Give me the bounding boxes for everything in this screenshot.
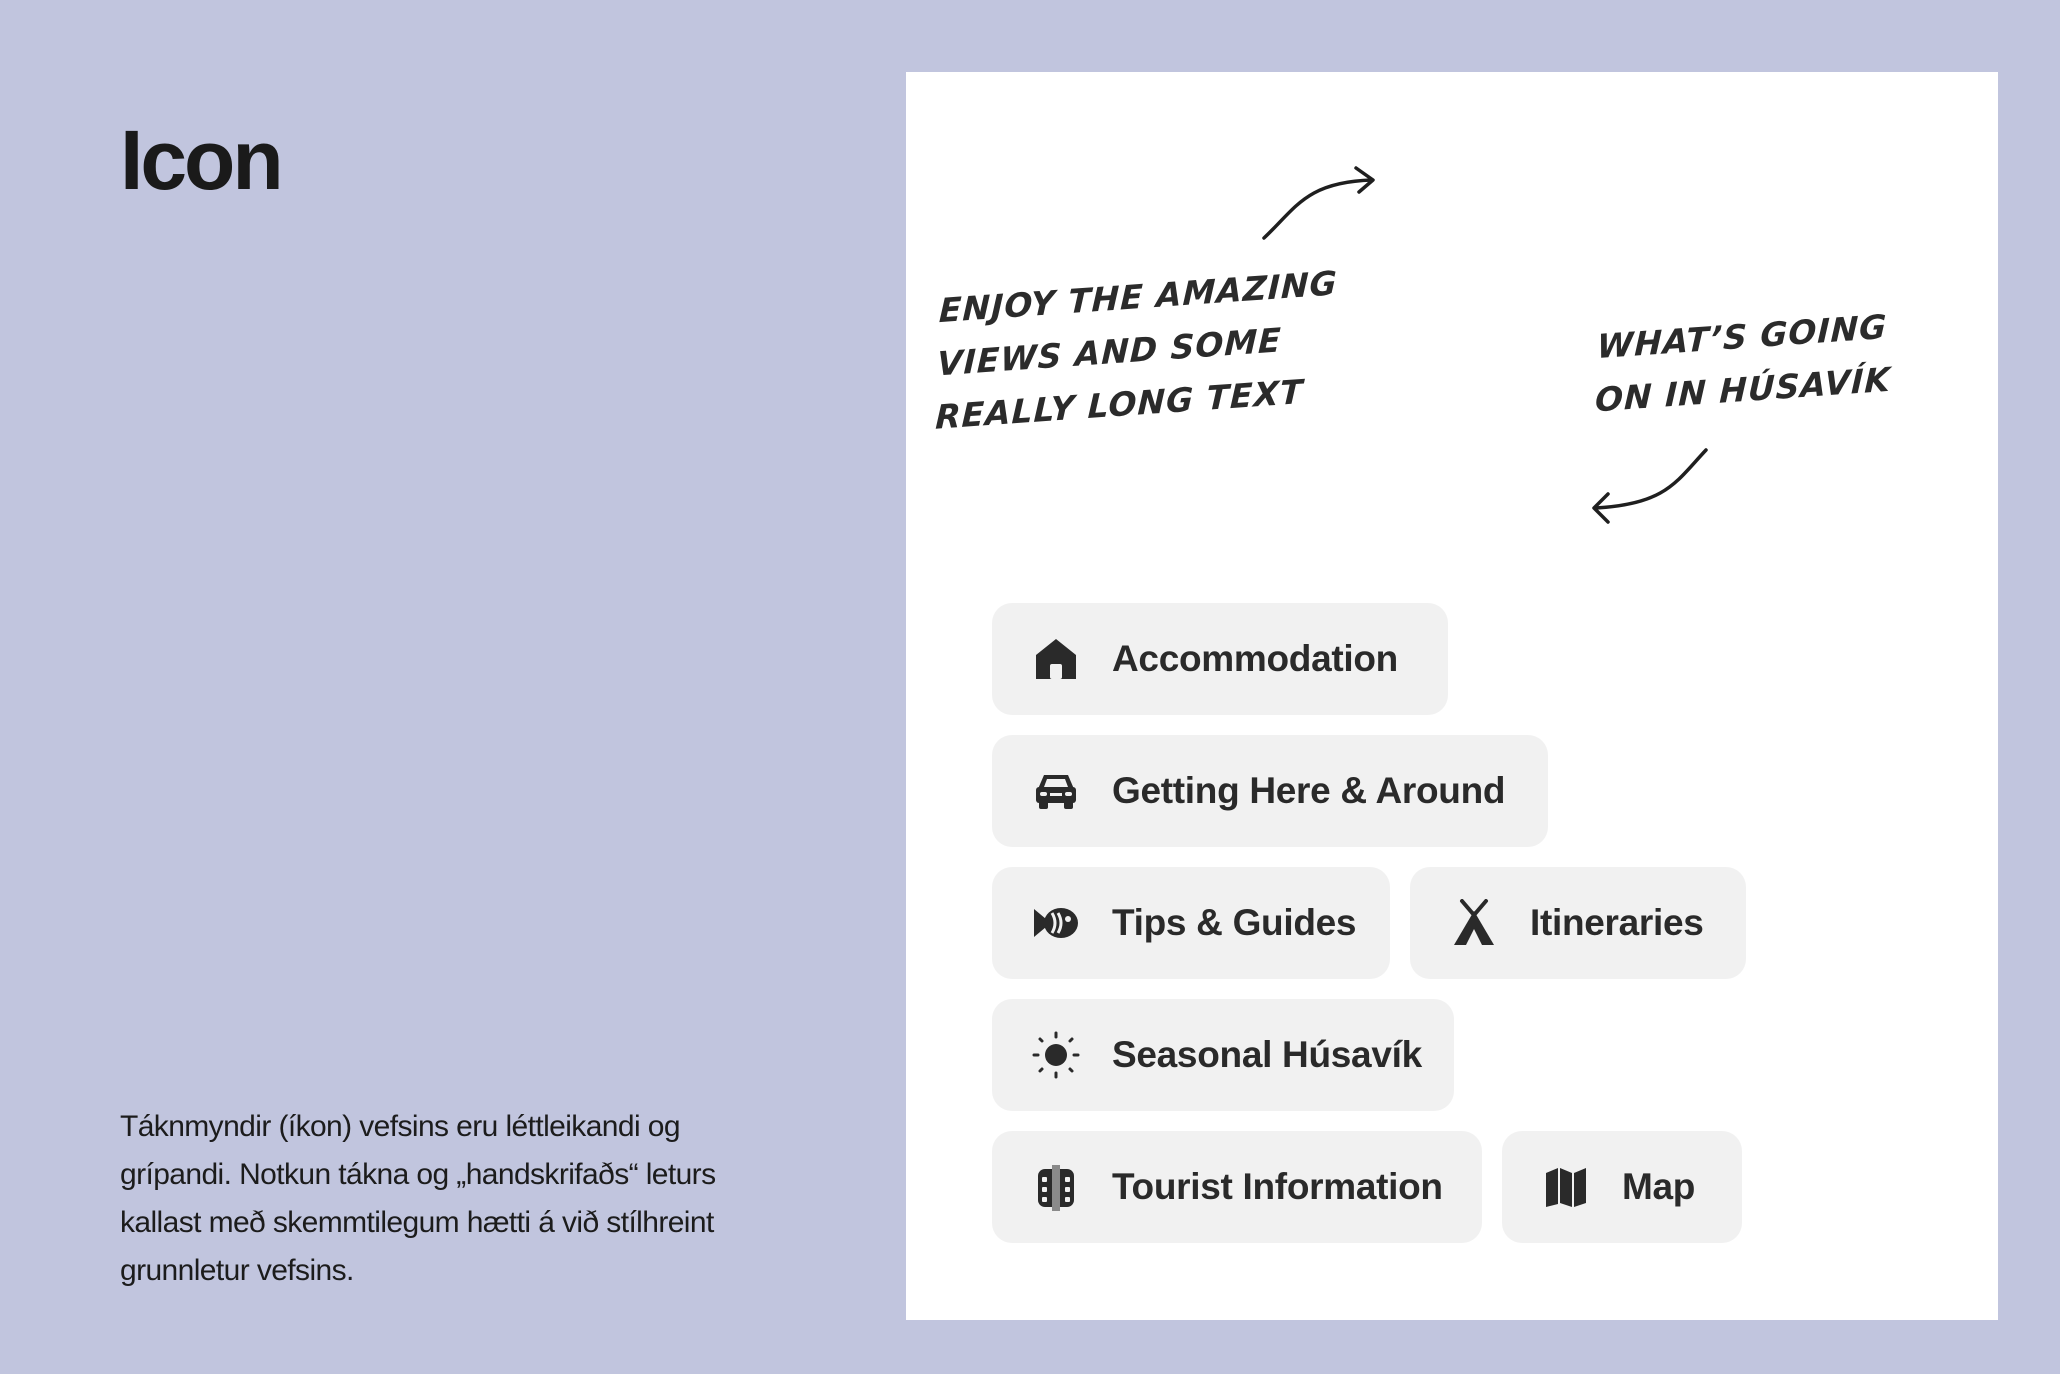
page-title: Icon (120, 113, 281, 207)
handwritten-note-views: ENJOY THE AMAZING VIEWS AND SOME REALLY LONG TEXT (934, 263, 1339, 437)
description-text: Táknmyndir (íkon) vefsins eru léttleikandi og grípandi. Notkun tákna og „handskrifaðs“ leturs kallast með skemmtilegum hætti á við stílhreint grunnletur vefsins. (120, 1110, 716, 1287)
chip-label: Accommodation (1112, 638, 1398, 679)
car-icon (1032, 767, 1080, 815)
fish-icon (1032, 899, 1080, 947)
category-chip-getting-here[interactable] (992, 735, 1548, 847)
category-chip-itineraries[interactable] (1410, 867, 1746, 979)
sun-icon (1032, 1031, 1080, 1079)
chip-label: Seasonal Húsavík (1112, 1034, 1422, 1075)
chip-label: Tourist Information (1112, 1166, 1443, 1207)
chip-label: Map (1622, 1166, 1696, 1207)
chip-label: Tips & Guides (1112, 902, 1357, 943)
curved-arrow-up-icon (1256, 162, 1386, 242)
chip-label: Getting Here & Around (1112, 770, 1506, 811)
category-chip-seasonal[interactable] (992, 999, 1454, 1111)
category-chip-accommodation[interactable] (992, 603, 1448, 715)
tourist-info-icon (1032, 1163, 1080, 1211)
category-chip-tourist-info[interactable] (992, 1131, 1482, 1243)
category-chip-tips-guides[interactable] (992, 867, 1390, 979)
house-icon (1032, 635, 1080, 683)
curved-arrow-down-icon (1586, 442, 1716, 532)
icon-showcase-card (906, 72, 1998, 1320)
category-chip-map[interactable] (1502, 1131, 1742, 1243)
map-icon (1542, 1163, 1590, 1211)
handwritten-note-husavik: WHAT’S GOING ON IN HÚSAVÍK (1594, 306, 1892, 420)
chip-label: Itineraries (1530, 902, 1704, 943)
tent-icon (1450, 899, 1498, 947)
